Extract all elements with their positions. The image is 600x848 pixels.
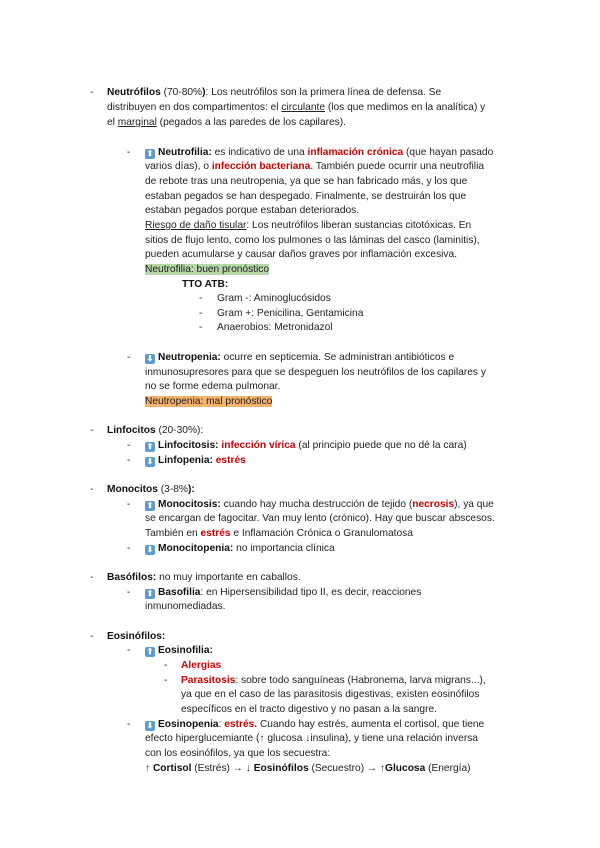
bullet-dash: - <box>127 440 131 451</box>
neutrofilia-title: Neutrofilia: <box>158 147 212 158</box>
monocitosis-line-2: se encargan de fagocitar. Van muy lento (crónico). Hay que buscar abscesos. <box>145 513 495 524</box>
linfocitosis-line: ⬆ Linfocitosis: infección vírica (al principio puede que no dé la cara) <box>146 440 467 451</box>
neutrofilos-line-2: distribuyen en dos compartimentos: el circulante (los que medimos en la analítica) y <box>107 102 486 113</box>
bullet-dash: - <box>127 455 131 466</box>
neutropenia-line-3: no se forme edema pulmonar. <box>145 381 281 392</box>
eosinopenia-line-3: con los eosinófilos, ya que los secuestra: <box>145 748 331 759</box>
parasitosis-line-1: Parasitosis: sobre todo sanguíneas (Habronema, larva migrans...), <box>181 675 486 686</box>
down-arrow-icon: ⬇ <box>146 721 154 730</box>
linfopenia-line: ⬇ Linfopenia: estrés <box>146 455 246 466</box>
bullet-dash: - <box>127 499 131 510</box>
neutropenia-title: Neutropenia: <box>158 352 221 363</box>
bullet-dash: - <box>127 587 131 598</box>
eosinofilia-line: ⬆ Eosinofilia: <box>146 645 213 656</box>
bullet-dash: - <box>164 660 168 671</box>
parasitosis-line-3: específicos en el tracto digestivo y no pasan a la sangre. <box>181 704 437 715</box>
neutropenia-prognosis: Neutropenia: mal pronóstico <box>145 396 273 407</box>
bullet-dash: - <box>199 293 203 304</box>
bullet-dash: - <box>127 719 131 730</box>
monocitos-line: Monocitos (3-8%): <box>107 484 195 495</box>
up-arrow-icon: ⬆ <box>146 149 154 158</box>
tto-atb-heading: TTO ATB: <box>182 279 229 290</box>
linfocitos-title: Linfocitos <box>107 425 156 436</box>
bullet-dash: - <box>164 675 168 686</box>
monocitos-title: Monocitos <box>107 484 158 495</box>
alergias-line: Alergias <box>181 660 222 671</box>
neutrofilia-line-8: pueden acumularse y causar daños graves por inflamación excesiva. <box>145 249 458 260</box>
up-arrow-icon: ⬆ <box>146 442 154 451</box>
neutropenia-line-2: inmunosupresores para que se despeguen los neutrófilos de los capilares y <box>145 367 486 378</box>
basofilia-line-2: inmunomediadas. <box>145 601 226 612</box>
up-arrow-icon: ⬆ <box>146 501 154 510</box>
bullet-dash: - <box>199 322 203 333</box>
down-arrow-icon: ⬇ <box>146 545 154 554</box>
linfocitos-line: Linfocitos (20-30%): <box>107 425 204 436</box>
monocitopenia-line: ⬇ Monocitopenia: no importancia clínica <box>146 543 335 554</box>
neutrofilia-line-4: estaban pegados se han despegado. Finalmente, se destruirán los que <box>145 191 467 202</box>
eosinofilos-line <box>107 630 165 644</box>
neutrofilia-line-3: de rebote tras una neutropenia, ya que se han fabricado más, y los que <box>145 176 468 187</box>
down-arrow-icon: ⬇ <box>146 457 154 466</box>
bullet-dash: - <box>127 543 131 554</box>
neutrofilos-line-1: Neutrófilos (70-80%): Los neutrófilos son la primera línea de defensa. Se <box>107 87 442 98</box>
basofilia-line-1: ⬆ Basofilia: en Hipersensibilidad tipo II, es decir, reacciones <box>146 587 422 598</box>
neutrofilos-title: Neutrófilos <box>107 87 161 98</box>
bullet-dash: - <box>127 147 131 158</box>
neutrofilia-line-6: Riesgo de daño tisular: Los neutrófilos liberan sustancias citotóxicas. En <box>145 220 472 231</box>
eosinopenia-line-2: efecto hiperglucemiante (↑ glucosa ↓insulina), y tiene una relación inversa <box>145 733 478 744</box>
bullet-dash: - <box>90 631 94 642</box>
parasitosis-line-2: ya que en el caso de las parasitosis digestivas, existen eosinófilos <box>181 689 480 700</box>
eosinopenia-formula: ↑ Cortisol (Estrés) → ↓ Eosinófilos (Secuestro) → ↑Glucosa (Energía) <box>145 763 471 774</box>
bullet-dash: - <box>90 87 94 98</box>
eosinopenia-line-1: ⬇ Eosinopenia: estrés. Cuando hay estrés, aumenta el cortisol, que tiene <box>146 719 485 730</box>
neutrofilia-line-5: estaban pegados porque estaban deteriorados. <box>145 205 360 216</box>
up-arrow-icon: ⬆ <box>146 647 154 656</box>
bullet-dash: - <box>90 425 94 436</box>
bullet-dash: - <box>127 645 131 656</box>
bullet-dash: - <box>90 572 94 583</box>
tto-item: Anaerobios: Metronidazol <box>217 322 333 333</box>
tto-item: Gram -: Aminoglucósidos <box>217 293 331 304</box>
eosinofilos-title: Eosinófilos: <box>107 631 166 642</box>
neutrofilos-line-3: el marginal (pegados a las paredes de los capilares). <box>107 117 346 128</box>
bullet-dash: - <box>127 352 131 363</box>
neutrofilia-line-7: sitios de flujo lento, como los pulmones o las láminas del casco (laminitis), <box>145 235 480 246</box>
bullet-dash: - <box>199 308 203 319</box>
neutrofilia-prognosis: Neutrofilia: buen pronóstico <box>145 264 270 275</box>
up-arrow-icon: ⬆ <box>146 589 154 598</box>
neutropenia-line-1: ⬇ Neutropenia: ocurre en septicemia. Se administran antibióticos e <box>146 352 455 363</box>
monocitosis-line-3: También en estrés e Inflamación Crónica o Granulomatosa <box>145 528 413 539</box>
bullet-dash: - <box>90 484 94 495</box>
basofilos-line: Basófilos: no muy importante en caballos. <box>107 572 301 583</box>
neutrofilia-line-2: varios días), o infección bacteriana. También puede ocurrir una neutrofilia <box>145 161 484 172</box>
neutrofilia-line-1: ⬆ Neutrofilia: es indicativo de una inflamación crónica (que hayan pasado <box>146 147 494 158</box>
monocitosis-line-1: ⬆ Monocitosis: cuando hay mucha destrucción de tejido (necrosis), ya que <box>146 499 494 510</box>
tto-item: Gram +: Penicilina, Gentamicina <box>217 308 364 319</box>
down-arrow-icon: ⬇ <box>146 354 154 363</box>
basofilos-title: Basófilos: <box>107 572 157 583</box>
